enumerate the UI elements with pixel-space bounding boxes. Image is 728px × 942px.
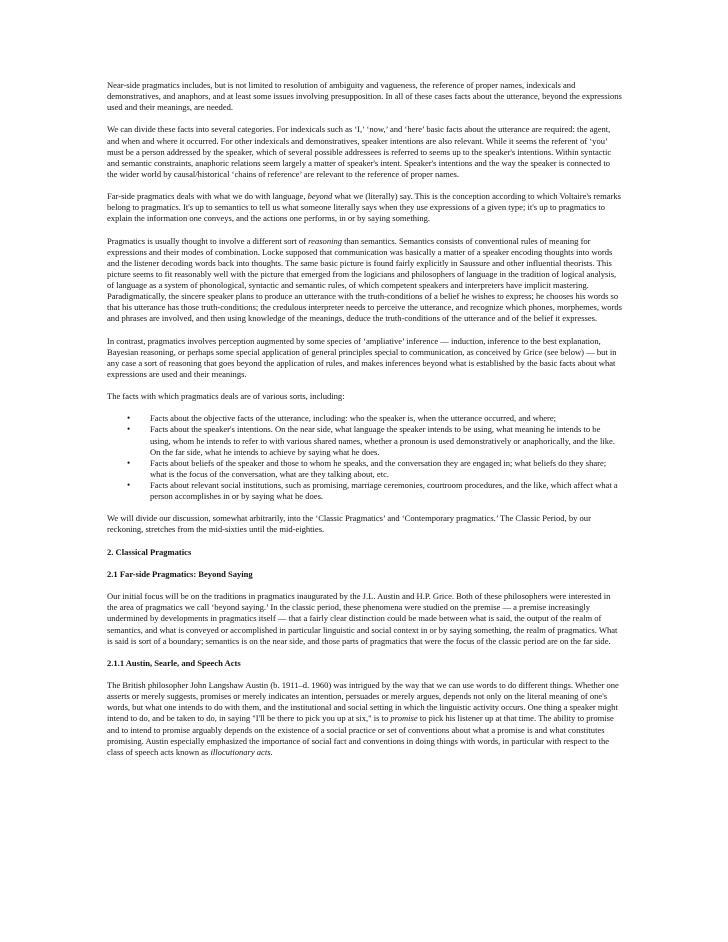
section-heading-classical: 2. Classical Pragmatics bbox=[107, 546, 192, 557]
bullet-icon: • bbox=[127, 424, 131, 435]
list-item-text: Facts about relevant social institutions, such as promising, marriage ceremonies, courtroom procedures, and the like, which affect what a person accomplishes in or by saying what he does. bbox=[150, 479, 618, 502]
bullet-icon: • bbox=[127, 457, 131, 468]
paragraph-austin bbox=[107, 680, 622, 758]
document-page bbox=[107, 80, 622, 769]
text-run: Pragmatics is usually thought to involve a different sort of bbox=[107, 235, 309, 246]
list-item bbox=[107, 480, 622, 502]
emphasis: promise bbox=[390, 713, 418, 724]
list-item-text: Facts about the speaker's intentions. On the near side, what language the speaker intends to be using, what meaning he intends to be using, whom he intends to refer to with various shared names, whether a pronoun is used demonstratively or anaphorically, and the like. On the far side, what he intends to achieve by saying what he does. bbox=[150, 424, 615, 457]
list-item bbox=[107, 413, 622, 424]
section-heading-austin: 2.1.1 Austin, Searle, and Speech Acts bbox=[107, 657, 241, 668]
list-item-text: Facts about beliefs of the speaker and those to whom he speaks, and the conversation they are engaged in; what beliefs do they share; what is the focus of the conversation, what are they talking about, etc. bbox=[150, 457, 607, 479]
facts-list bbox=[107, 413, 622, 502]
paragraph-reasoning bbox=[107, 236, 622, 325]
emphasis: beyond bbox=[307, 191, 333, 202]
list-item bbox=[107, 458, 622, 480]
section-heading-far-side: 2.1 Far-side Pragmatics: Beyond Saying bbox=[107, 568, 253, 579]
text-run: to pick his listener up at that time. The ability to promise and to intend to promise arguably depends on the existence of a social practice or set of conventions about what a promise is and what constitutes promising. Austin especially emphasized the importance of social fact and conventions in doing things with words, in particular with respect to the class of speech acts known as bbox=[107, 713, 614, 757]
bullet-icon: • bbox=[127, 479, 131, 490]
paragraph-contrast: In contrast, pragmatics involves perception augmented by some species of ‘ampliative’ inference — induction, inference to the best explanation, Bayesian reasoning, or perhaps some special application of general principles special to communication, as conceived by Grice (see below) — but in any case a sort of reasoning that goes beyond the application of rules, and makes inferences beyond what is established by the basic facts about what expressions are used and their meanings. bbox=[107, 335, 617, 379]
paragraph-facts-intro: The facts with which pragmatics deals are of various sorts, including: bbox=[107, 391, 345, 402]
bullet-icon: • bbox=[127, 413, 131, 424]
text-run: The British philosopher John Langshaw Austin (b. 1911–d. 1960) was intrigued by the way that we can use words to do different things. Whether one asserts or merely suggests, promises or merely indicates an intention, persuades or merely argues, depends not only on the literal meaning of one's words, but what one intends to do with them, and the institutional and social setting in which the linguistic activity occurs. One thing a speaker might intend to do, and be taken to do, in saying "I'll be there to pick you up at six," is to bbox=[107, 680, 619, 724]
emphasis: reasoning bbox=[308, 235, 343, 246]
list-item bbox=[107, 424, 622, 457]
paragraph-initial-focus: Our initial focus will be on the traditions in pragmatics inaugurated by the J.L. Austin and H.P. Grice. Both of these philosophers were interested in the area of pragmatics we call ‘beyond saying.’ In the classic period, these phenomena were studied on the premise — a premise increasingly undermined by developments in pragmatics itself — that a fairly clear distinction could be made between what is said, the output of the realm of semantics, and what is conveyed or accomplished in particular linguistic and social context in or by saying something, the realm of pragmatics. What is said is sort of a boundary; semantics is on the near side, and those parts of pragmatics that were the focus of the classic period are on the far side. bbox=[107, 591, 618, 646]
emphasis: illocutionary acts bbox=[210, 746, 271, 757]
paragraph-near-side: Near-side pragmatics includes, but is not limited to resolution of ambiguity and vagueness, the reference of proper names, indexicals and demonstratives, and anaphors, and at least some issues involving presupposition. In all of these cases facts about the utterance, beyond the expressions used and their meanings, are needed. bbox=[107, 80, 622, 113]
list-item-text: Facts about the objective facts of the utterance, including: who the speaker is, when the utterance occurred, and where; bbox=[150, 413, 557, 424]
text-run: . bbox=[270, 746, 273, 757]
paragraph-division: We will divide our discussion, somewhat arbitrarily, into the ‘Classic Pragmatics’ and ‘Contemporary pragmatics.’ The Classic Period, by our reckoning, stretches from the mid-sixties until the mid-eighties. bbox=[107, 513, 591, 535]
text-run: than semantics. Semantics consists of conventional rules of meaning for expressions and their modes of combination. Locke supposed that communication was basically a matter of a speaker encoding thoughts into words and the listener decoding words back into thoughts. The same basic picture is found fairly explicitly in Saussure and other influential theorists. This picture seems to fit reasonably well with the picture that emerged from the logicians and philosophers of language in the tradition of logical analysis, of language as a system of phonological, syntactic and semantic rules, of which competent speakers and interpreters have implicit mastering. Paradigmatically, the sincere speaker plans to produce an utterance with the truth-conditions of a belief he wishes to express; he chooses his words so that his utterance has those truth-conditions; the credulous interpreter needs to perceive the utterance, and recognize which phones, morphemes, words and phrases are involved, and then using knowledge of the meanings, deduce the truth-conditions of the utterance and of the belief it expresses. bbox=[107, 235, 623, 324]
paragraph-categories: We can divide these facts into several categories. For indexicals such as ‘I,’ ‘now,’ and ‘here’ basic facts about the utterance are required: the agent, and when and where it occurred. For other indexicals and demonstratives, speaker intentions are also relevant. While it seems the referent of ‘you’ must be a person addressed by the speaker, which of several possible addressees is referred to seems up to the speaker's intentions. Within syntactic and semantic constraints, anaphoric relations seem largely a matter of speaker's intent. Speaker's intentions and the way the speaker is connected to the wider world by causal/historical ‘chains of reference’ are relevant to the reference of proper names. bbox=[107, 124, 612, 179]
text-run: Far-side pragmatics deals with what we do with language, bbox=[107, 191, 308, 202]
paragraph-far-side bbox=[107, 191, 622, 224]
text-run: what we (literally) say. This is the conception according to which Voltaire's remarks belong to pragmatics. It's up to semantics to tell us what someone literally says when they use expressions of a given type; it's up to pragmatics to explain the information one conveys, and the actions one performs, in or by saying something. bbox=[107, 191, 621, 224]
